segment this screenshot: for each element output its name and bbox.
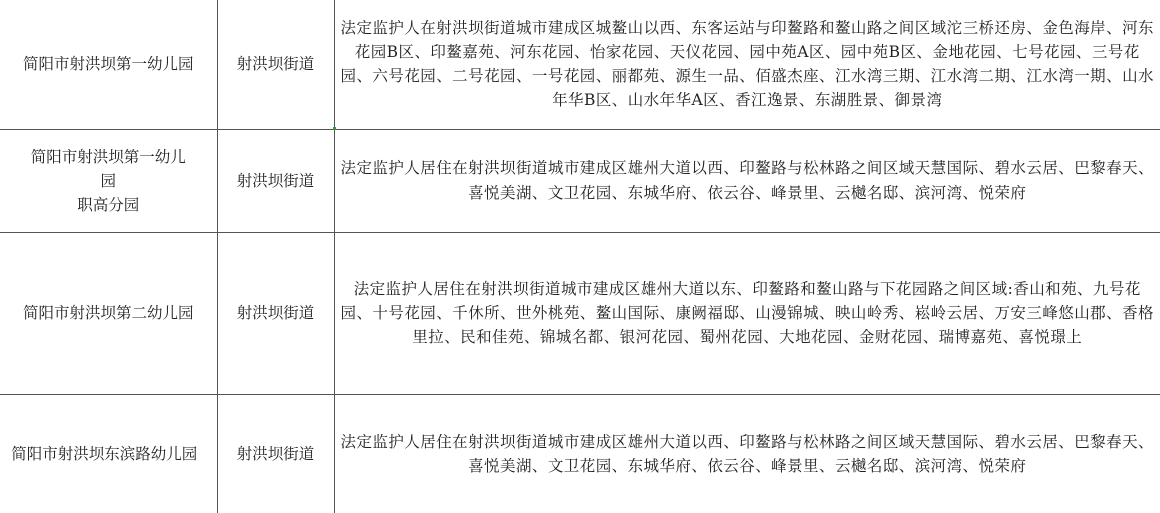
school-name: 简阳市射洪坝东滨路幼儿园 [11, 444, 198, 463]
service-area-text: 法定监护人在射洪坝街道城市建成区城鳌山以西、东客运站与印鳌路和鳌山路之间区域沱三桥还房、金色海岸、河东花园B区、印鳌嘉苑、河东花园、怡家花园、天仪花园、园中苑A区、园中苑B区、金地花园、七号花园、三号花园、六号花园、二号花园、一号花园、丽都苑、源生一品、佰盛杰座、江水湾三期、江水湾二期、江水湾一期、山水年华B区、山水年华A区、香江逸景、东湖胜景、御景湾 [340, 18, 1154, 110]
street-name: 射洪坝街道 [236, 55, 315, 74]
service-area-text: 法定监护人居住在射洪坝街道城市建成区雄州大道以西、印鳌路与松林路之间区域天慧国际、碧水云居、巴黎春天、喜悦美湖、文卫花园、东城华府、依云谷、峰景里、云樾名邸、滨河湾、悦荣府 [340, 159, 1154, 202]
table-row [0, 232, 1160, 394]
school-name-line: 职高分园 [77, 195, 140, 214]
school-cell [0, 0, 217, 129]
street-name: 射洪坝街道 [236, 171, 315, 190]
table-row [0, 394, 1160, 513]
service-area-text: 法定监护人居住在射洪坝街道城市建成区雄州大道以西、印鳌路与松林路之间区域天慧国际、碧水云居、巴黎春天、喜悦美湖、文卫花园、东城华府、依云谷、峰景里、云樾名邸、滨河湾、悦荣府 [340, 432, 1154, 475]
table-row [0, 0, 1160, 129]
street-cell [217, 394, 334, 513]
street-cell [217, 0, 334, 129]
school-name: 简阳市射洪坝第一幼儿园 [22, 55, 194, 74]
school-name-line: 简阳市射洪坝第一幼儿 [30, 147, 186, 166]
cell-corner-mark [333, 127, 336, 130]
area-cell [334, 232, 1160, 394]
school-name: 简阳市射洪坝第二幼儿园 [22, 304, 194, 322]
area-cell [334, 394, 1160, 513]
street-cell [217, 129, 334, 232]
area-cell [334, 0, 1160, 129]
area-cell [334, 129, 1160, 232]
school-cell [0, 129, 217, 232]
school-cell [0, 394, 217, 513]
school-name-line: 园 [100, 171, 116, 190]
table-row [0, 129, 1160, 232]
street-cell [217, 232, 334, 394]
street-name: 射洪坝街道 [236, 444, 315, 463]
service-area-text: 法定监护人居住在射洪坝街道城市建成区雄州大道以东、印鳌路和鳌山路与下花园路之间区域:香山和苑、九号花园、十号花园、千休所、世外桃苑、鳌山国际、康阙福邸、山漫锦城、映山岭秀、崧岭云居、万安三峰悠山郡、香格里拉、民和佳苑、锦城名都、银河花园、蜀州花园、大地花园、金财花园、瑞博嘉苑、喜悦璟上 [340, 279, 1154, 347]
street-name: 射洪坝街道 [236, 304, 315, 322]
school-cell [0, 232, 217, 394]
